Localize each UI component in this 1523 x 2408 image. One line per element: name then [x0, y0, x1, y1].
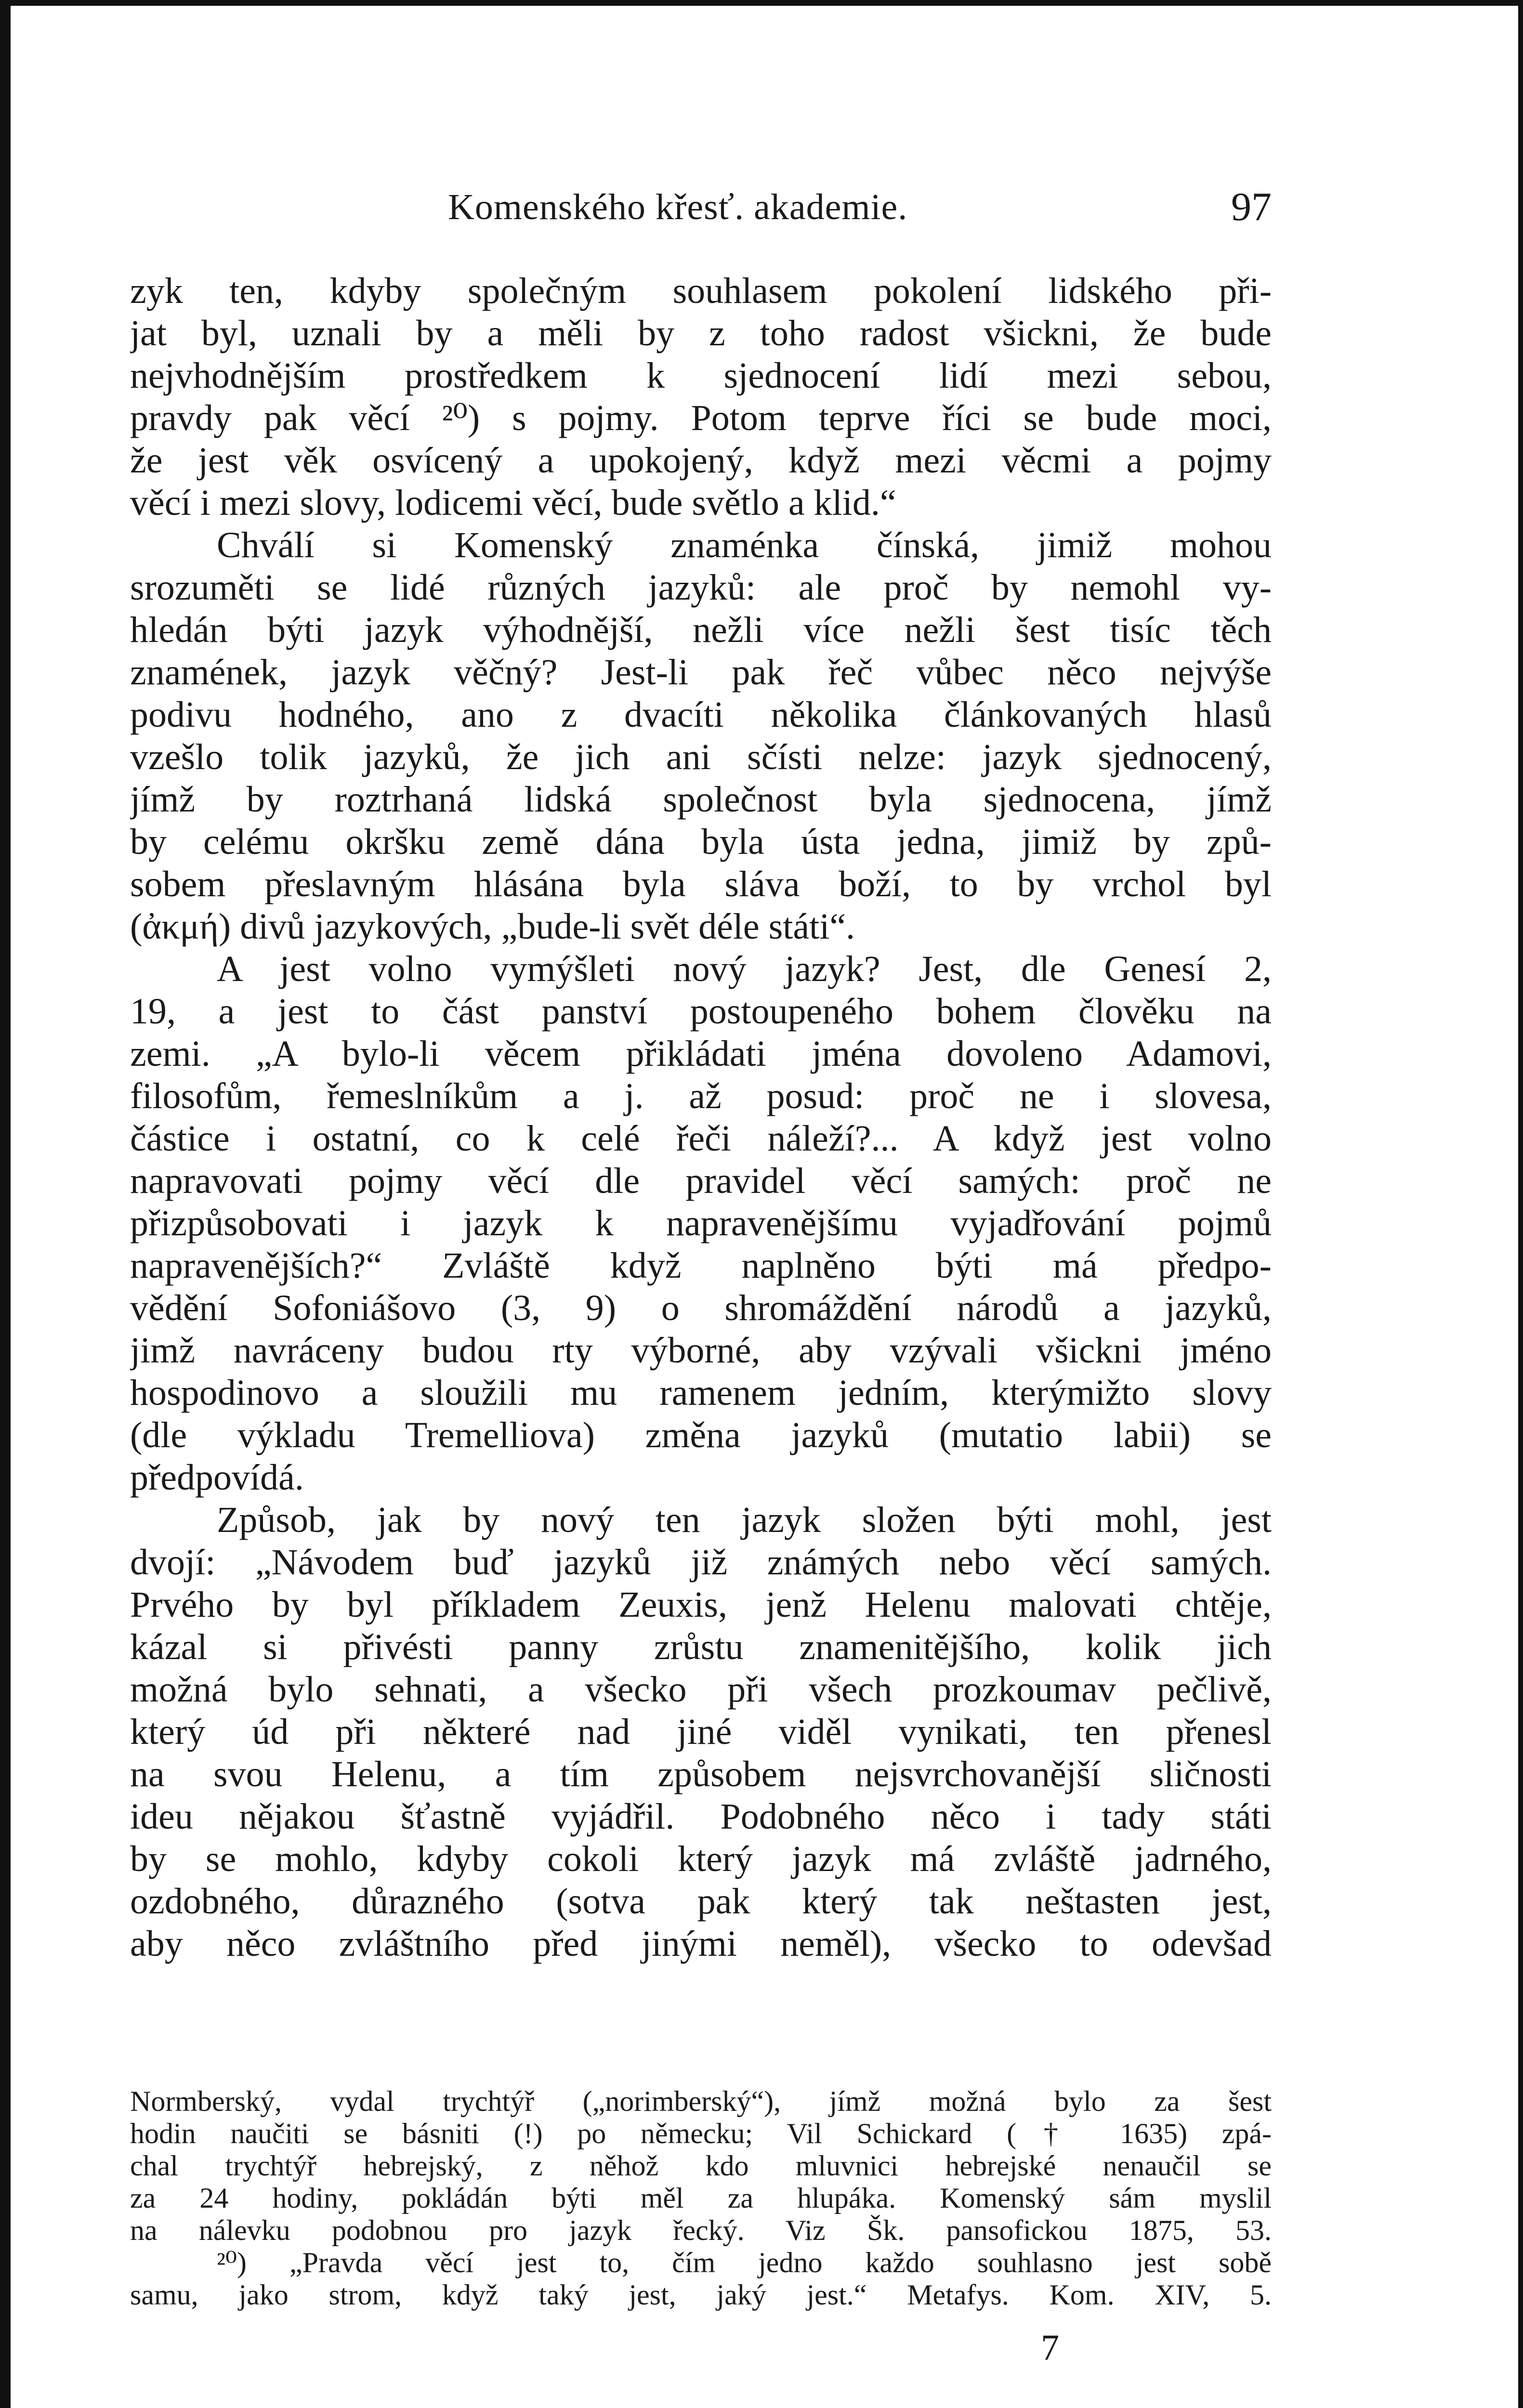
- text-line: by celému okršku země dána byla ústa jedna, jimiž by způ-: [130, 822, 1272, 862]
- text-line: A jest volno vymýšleti nový jazyk? Jest, dle Genesí 2,: [217, 949, 1272, 989]
- text-line: jímž by roztrhaná lidská společnost byla sjednocena, jímž: [130, 779, 1272, 820]
- text-line: hledán býti jazyk výhodnější, nežli více nežli šest tisíc těch: [130, 610, 1272, 650]
- text-line: 19, a jest to část panství postoupeného bohem člověku na: [130, 991, 1272, 1032]
- text-line: že jest věk osvícený a upokojený, když mezi věcmi a pojmy: [130, 440, 1272, 481]
- text-line: na svou Helenu, a tím způsobem nejsvrchovanější sličnosti: [130, 1754, 1272, 1794]
- text-line: znamének, jazyk věčný? Jest-li pak řeč vůbec něco nejvýše: [130, 652, 1272, 693]
- text-line: sobem přeslavným hlásána byla sláva boží, to by vrchol byl: [130, 864, 1272, 904]
- scan-border-top: [0, 0, 1523, 6]
- text-line: jat byl, uznali by a měli by z toho radost všickni, že bude: [130, 313, 1272, 353]
- text-line: Prvého by byl příkladem Zeuxis, jenž Helenu malovati chtěje,: [130, 1584, 1272, 1625]
- footnote-line: Normberský, vydal trychtýř („norimberský“), jímž možná bylo za šest: [130, 2085, 1272, 2117]
- main-text: [130, 270, 1272, 1965]
- page-number: 97: [1231, 184, 1272, 229]
- text-line: pravdy pak věcí ²⁰) s pojmy. Potom teprve říci se bude moci,: [130, 398, 1272, 438]
- text-line: možná bylo sehnati, a všecko při všech prozkoumav pečlivě,: [130, 1669, 1272, 1710]
- text-line: předpovídá.: [130, 1457, 304, 1498]
- text-line: zyk ten, kdyby společným souhlasem pokolení lidského při-: [130, 271, 1272, 311]
- running-head: [130, 181, 1272, 234]
- text-line: vědění Sofoniášovo (3, 9) o shromáždění národů a jazyků,: [130, 1288, 1272, 1328]
- footnote-line: ²⁰) „Pravda věcí jest to, čím jedno každo souhlasno jest sobě: [217, 2247, 1272, 2278]
- text-line: věcí i mezi slovy, lodicemi věcí, bude světlo a klid.“: [130, 483, 896, 523]
- text-line: který úd při některé nad jiné viděl vynikati, ten přenesl: [130, 1712, 1272, 1752]
- text-line: napravovati pojmy věcí dle pravidel věcí samých: proč ne: [130, 1161, 1272, 1201]
- text-line: (ἀκμή) divů jazykových, „bude-li svět déle státi“.: [130, 906, 855, 947]
- text-line: aby něco zvláštního před jinými neměl), všecko to odevšad: [130, 1924, 1272, 1964]
- footnote-line: chal trychtýř hebrejský, z něhož kdo mluvnici hebrejské nenaučil se: [130, 2150, 1272, 2182]
- footnote-line: za 24 hodiny, pokládán býti měl za hlupáka. Komenský sám myslil: [130, 2182, 1272, 2214]
- footnotes: [130, 2085, 1272, 2311]
- scan-border-left: [0, 0, 11, 2408]
- text-line: částice i ostatní, co k celé řeči náleží?... A když jest volno: [130, 1118, 1272, 1159]
- text-line: kázal si přivésti panny zrůstu znamenitějšího, kolik jich: [130, 1627, 1272, 1667]
- text-line: srozuměti se lidé různých jazyků: ale proč by nemohl vy-: [130, 567, 1272, 608]
- signature-mark: 7: [1041, 2328, 1059, 2368]
- text-line: Chválí si Komenský znaménka čínská, jimiž mohou: [217, 525, 1272, 565]
- text-line: napravenějších?“ Zvláště když naplněno býti má předpo-: [130, 1245, 1272, 1286]
- footnote-line: na nálevku podobnou pro jazyk řecký. Viz Šk. pansofickou 1875, 53.: [130, 2214, 1272, 2246]
- text-line: Způsob, jak by nový ten jazyk složen býti mohl, jest: [217, 1500, 1272, 1540]
- running-title: Komenského křesť. akademie.: [448, 187, 908, 227]
- text-line: podivu hodného, ano z dvacíti několika článkovaných hlasů: [130, 694, 1272, 735]
- text-line: nejvhodnějším prostředkem k sjednocení lidí mezi sebou,: [130, 355, 1272, 396]
- text-line: jimž navráceny budou rty výborné, aby vzývali všickni jméno: [130, 1330, 1272, 1371]
- footnote-line: hodin naučiti se básniti (!) po německu; Vil Schickard († 1635) zpá-: [130, 2118, 1272, 2149]
- text-line: ozdobného, důrazného (sotva pak který tak neštasten jest,: [130, 1881, 1272, 1922]
- text-line: dvojí: „Návodem buď jazyků již známých nebo věcí samých.: [130, 1542, 1272, 1583]
- text-line: zemi. „A bylo-li věcem přikládati jména dovoleno Adamovi,: [130, 1034, 1272, 1074]
- text-line: vzešlo tolik jazyků, že jich ani sčísti nelze: jazyk sjednocený,: [130, 737, 1272, 777]
- text-line: (dle výkladu Tremelliova) změna jazyků (mutatio labii) se: [130, 1415, 1272, 1455]
- text-line: by se mohlo, kdyby cokoli který jazyk má zvláště jadrného,: [130, 1839, 1272, 1879]
- text-line: filosofům, řemeslníkům a j. až posud: proč ne i slovesa,: [130, 1076, 1272, 1116]
- text-line: ideu nějakou šťastně vyjádřil. Podobného něco i tady státi: [130, 1796, 1272, 1837]
- text-line: hospodinovo a sloužili mu ramenem jedním, kterýmižto slovy: [130, 1373, 1272, 1413]
- scan-border-right: [1518, 0, 1523, 2408]
- text-line: přizpůsobovati i jazyk k napravenějšímu vyjadřování pojmů: [130, 1203, 1272, 1243]
- footnote-line: samu, jako strom, když taký jest, jaký jest.“ Metafys. Kom. XIV, 5.: [130, 2279, 1272, 2311]
